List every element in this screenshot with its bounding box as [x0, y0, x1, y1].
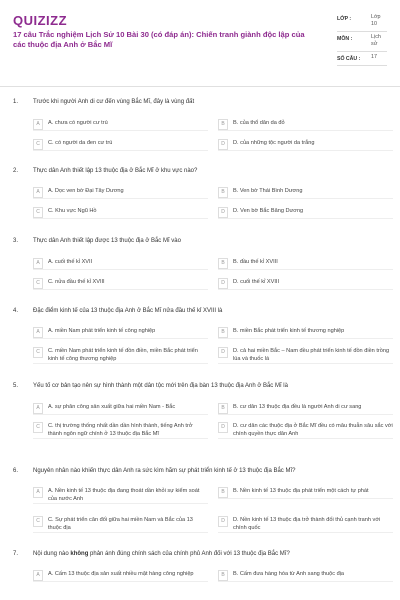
- option-c[interactable]: C C. Khu vực Ngũ Hồ: [33, 207, 208, 219]
- option-c[interactable]: C C. thị trường thống nhất dần dần hình thành, tiếng Anh trở thành ngôn ngữ chính ở 13 thuộc địa Bắc Mĩ: [33, 422, 208, 439]
- question-text: Thực dân Anh thiết lập 13 thuộc địa ở Bắc Mĩ ở khu vực nào?: [33, 168, 198, 174]
- option-b[interactable]: B B. Cấm đưa hàng hóa từ Anh sang thuộc địa: [218, 570, 393, 582]
- option-a[interactable]: A A. sự phân công sản xuất giữa hai miền Nam - Bắc: [33, 403, 208, 415]
- option-d[interactable]: D D. Nền kinh tế 13 thuộc địa trở thành đối thủ cạnh tranh với chính quốc: [218, 516, 393, 533]
- question-text: Nội dung nào không phản ánh đúng chính sách của chính phủ Anh đối với 13 thuộc địa Bắc Mĩ?: [33, 551, 290, 557]
- question-text: Thực dân Anh thiết lập được 13 thuộc địa ở Bắc Mĩ vào: [33, 238, 181, 244]
- option-b[interactable]: B B. cư dân 13 thuộc địa đều là người Anh di cư sang: [218, 403, 393, 415]
- worksheet-header: [0, 0, 400, 86]
- question-text: Đặc điểm kinh tế của 13 thuộc địa Anh ở Bắc Mĩ nửa đầu thế kỉ XVIII là: [33, 308, 223, 314]
- question-1: 1. Trước khi người Anh di cư đến vùng Bắc Mĩ, đây là vùng đất A A. chưa có người cư trú B B. của thổ dân da đỏ C C. có người da đen cư trú D D. của những tộc người da trắng: [13, 98, 393, 106]
- info-subject: MÔN : Lịch sử: [337, 32, 387, 52]
- option-c[interactable]: C C. miền Nam phát triển kinh tế đồn điền, miền Bắc phát triển kinh tế công thương nghiệp: [33, 347, 208, 364]
- option-a[interactable]: A A. Nền kinh tế 13 thuộc địa đang thoát dần khỏi sự kiểm soát của nước Anh: [33, 487, 208, 504]
- quizizz-logo: QUIZIZZ: [13, 13, 68, 28]
- question-text: Nguyên nhân nào khiến thực dân Anh ra sức kìm hãm sự phát triển kinh tế ở 13 thuộc địa Bắc Mĩ?: [33, 468, 296, 474]
- question-5: 5. Yếu tố cơ bản tạo nên sự hình thành một dân tộc mới trên địa bàn 13 thuộc địa Anh ở Bắc Mĩ là A A. sự phân công sản xuất giữa hai miền Nam - Bắc B B. cư dân 13 thuộc địa đều là người Anh di cư sang C C. thị trường thống nhất dần dần hình thành, tiếng Anh trở thành ngôn ngữ chính ở 13 thuộc địa Bắc Mĩ D D. cư dân các thuộc địa ở Bắc Mĩ đều có mâu thuẫn sâu sắc với chính quyền thực dân Anh: [13, 382, 393, 390]
- question-4: 4. Đặc điểm kinh tế của 13 thuộc địa Anh ở Bắc Mĩ nửa đầu thế kỉ XVIII là A A. miền Nam phát triển kinh tế công nghiệp B B. miền Bắc phát triển kinh tế thương nghiệp C C. miền Nam phát triển kinh tế đồn điền, miền Bắc phát triển kinh tế công thương nghiệp D D. cả hai miền Bắc – Nam đều phát triển kinh tế đồn điền trồng lúa và thuốc lá: [13, 307, 393, 315]
- option-b[interactable]: B B. Nền kinh tế 13 thuộc địa phát triển một cách tự phát: [218, 487, 393, 499]
- option-c[interactable]: C C. có người da đen cư trú: [33, 139, 208, 151]
- question-7: 7. Nội dung nào không phản ánh đúng chính sách của chính phủ Anh đối với 13 thuộc địa Bắc Mĩ? A A. Cấm 13 thuộc địa sản xuất nhiều mặt hàng công nghiệp B B. Cấm đưa hàng hóa từ Anh sang thuộc địa: [13, 550, 393, 558]
- option-b[interactable]: B B. miền Bắc phát triển kinh tế thương nghiệp: [218, 327, 393, 339]
- info-grade: LỚP : Lớp 10: [337, 12, 387, 32]
- option-a[interactable]: A A. chưa có người cư trú: [33, 119, 208, 131]
- option-b[interactable]: B B. của thổ dân da đỏ: [218, 119, 393, 131]
- info-question-count: SỐ CÂU : 17: [337, 52, 387, 66]
- option-b[interactable]: B B. đầu thế kỉ XVIII: [218, 258, 393, 270]
- question-2: 2. Thực dân Anh thiết lập 13 thuộc địa ở Bắc Mĩ ở khu vực nào? A A. Dọc ven bờ Đại Tây Dương B B. Ven bờ Thái Bình Dương C C. Khu vực Ngũ Hồ D D. Ven bờ Bắc Băng Dương: [13, 167, 393, 175]
- option-d[interactable]: D D. của những tộc người da trắng: [218, 139, 393, 151]
- option-b[interactable]: B B. Ven bờ Thái Bình Dương: [218, 187, 393, 199]
- option-a[interactable]: A A. cuối thế kỉ XVII: [33, 258, 208, 270]
- option-d[interactable]: D D. cả hai miền Bắc – Nam đều phát triển kinh tế đồn điền trồng lúa và thuốc lá: [218, 347, 393, 364]
- question-6: 6. Nguyên nhân nào khiến thực dân Anh ra sức kìm hãm sự phát triển kinh tế ở 13 thuộc địa Bắc Mĩ? A A. Nền kinh tế 13 thuộc địa đang thoát dần khỏi sự kiểm soát của nước Anh B B. Nền kinh tế 13 thuộc địa phát triển một cách tự phát C C. Sự phát triển cân đối giữa hai miền Nam và Bắc của 13 thuộc địa D D. Nền kinh tế 13 thuộc địa trở thành đối thủ cạnh tranh với chính quốc: [13, 467, 393, 475]
- option-a[interactable]: A A. miền Nam phát triển kinh tế công nghiệp: [33, 327, 208, 339]
- option-c[interactable]: C C. nửa đầu thế kỉ XVIII: [33, 278, 208, 290]
- worksheet-title: 17 câu Trắc nghiệm Lịch Sử 10 Bài 30 (có đáp án): Chiến tranh giành độc lập của các thuộc địa Anh ở Bắc Mĩ: [13, 30, 305, 49]
- worksheet-info: [337, 12, 387, 66]
- option-a[interactable]: A A. Dọc ven bờ Đại Tây Dương: [33, 187, 208, 199]
- option-a[interactable]: A A. Cấm 13 thuộc địa sản xuất nhiều mặt hàng công nghiệp: [33, 570, 208, 582]
- question-text: Yếu tố cơ bản tạo nên sự hình thành một dân tộc mới trên địa bàn 13 thuộc địa Anh ở Bắc Mĩ là: [33, 383, 288, 389]
- option-d[interactable]: D D. Ven bờ Bắc Băng Dương: [218, 207, 393, 219]
- option-d[interactable]: D D. cuối thế kỉ XVIII: [218, 278, 393, 290]
- header-divider: [0, 86, 400, 87]
- question-3: 3. Thực dân Anh thiết lập được 13 thuộc địa ở Bắc Mĩ vào A A. cuối thế kỉ XVII B B. đầu thế kỉ XVIII C C. nửa đầu thế kỉ XVIII D D. cuối thế kỉ XVIII: [13, 237, 393, 245]
- option-d[interactable]: D D. cư dân các thuộc địa ở Bắc Mĩ đều có mâu thuẫn sâu sắc với chính quyền thực dân Anh: [218, 422, 393, 439]
- option-c[interactable]: C C. Sự phát triển cân đối giữa hai miền Nam và Bắc của 13 thuộc địa: [33, 516, 208, 533]
- question-text: Trước khi người Anh di cư đến vùng Bắc Mĩ, đây là vùng đất: [33, 99, 195, 105]
